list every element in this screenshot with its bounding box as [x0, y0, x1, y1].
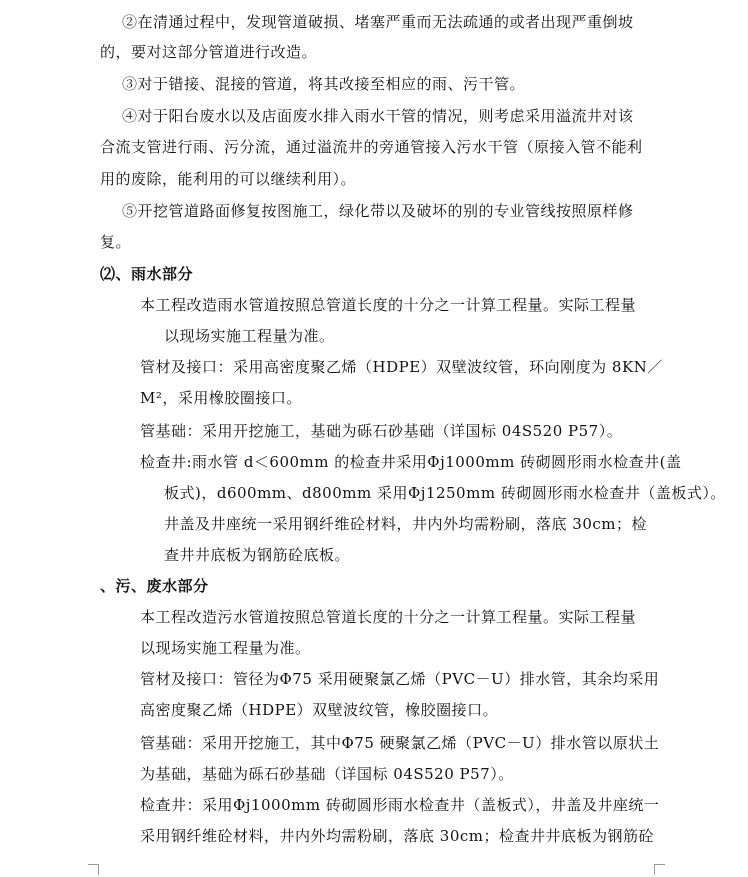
paragraph-line: 合流支管进行雨、污分流，通过溢流井的旁通管接入污水干管（原接入管不能利 — [100, 138, 643, 156]
paragraph-line: 板式)，d600mm、d800mm 采用Φj1250mm 砖砌圆形雨水检查井（盖板式）。 — [164, 484, 726, 502]
paragraph-line: 管材及接口：采用高密度聚乙烯（HDPE）双壁波纹管，环向刚度为 8KN／ — [140, 358, 663, 376]
section-heading-sewage: 、污、废水部分 — [100, 577, 209, 595]
paragraph-line: M²，采用橡胶圈接口。 — [140, 389, 302, 407]
paragraph-line: 采用钢纤维砼材料，井内外均需粉刷，落底 30cm；检查井井底板为钢筋砼 — [140, 827, 654, 845]
section-heading-rainwater: ⑵、雨水部分 — [100, 265, 194, 283]
paragraph-line: 的，要对这部分管道进行改造。 — [100, 43, 318, 61]
paragraph-line: ④对于阳台废水以及店面废水排入雨水干管的情况，则考虑采用溢流井对该 — [122, 107, 634, 125]
paragraph-line: 本工程改造污水管道按照总管道长度的十分之一计算工程量。实际工程量 — [140, 608, 637, 626]
page-corner-mark-right — [654, 864, 665, 875]
paragraph-line: 以现场实施工程量为准。 — [140, 639, 311, 657]
paragraph-line: 复。 — [100, 233, 132, 251]
paragraph-line: 检查井:雨水管 d＜600mm 的检查井采用Φj1000mm 砖砌圆形雨水检查井(盖 — [140, 453, 682, 471]
paragraph-line: ⑤开挖管道路面修复按图施工，绿化带以及破坏的别的专业管线按照原样修 — [122, 202, 634, 220]
paragraph-line: 查井井底板为钢筋砼底板。 — [164, 546, 351, 564]
page-corner-mark-left — [88, 864, 99, 875]
paragraph-line: 高密度聚乙烯（HDPE）双壁波纹管，橡胶圈接口。 — [140, 701, 499, 719]
paragraph-line: 管基础：采用开挖施工，基础为砾石砂基础（详国标 04S520 P57）。 — [140, 422, 623, 440]
paragraph-line: ③对于错接、混接的管道，将其改接至相应的雨、污干管。 — [122, 75, 526, 93]
paragraph-line: 管基础：采用开挖施工，其中Φ75 硬聚氯乙烯（PVC－U）排水管以原状土 — [140, 734, 660, 752]
paragraph-line: ②在清通过程中，发现管道破损、堵塞严重而无法疏通的或者出现严重倒坡 — [122, 13, 634, 31]
paragraph-line: 以现场实施工程量为准。 — [164, 327, 335, 345]
paragraph-line: 管材及接口：管径为Φ75 采用硬聚氯乙烯（PVC－U）排水管，其余均采用 — [140, 670, 660, 688]
paragraph-line: 井盖及井座统一采用钢纤维砼材料，井内外均需粉刷，落底 30cm；检 — [164, 515, 647, 533]
paragraph-line: 用的废除，能利用的可以继续利用）。 — [100, 170, 357, 188]
paragraph-line: 本工程改造雨水管道按照总管道长度的十分之一计算工程量。实际工程量 — [140, 296, 637, 314]
paragraph-line: 为基础，基础为砾石砂基础（详国标 04S520 P57）。 — [140, 765, 514, 783]
paragraph-line: 检查井：采用Φj1000mm 砖砌圆形雨水检查井（盖板式），井盖及井座统一 — [140, 796, 660, 814]
